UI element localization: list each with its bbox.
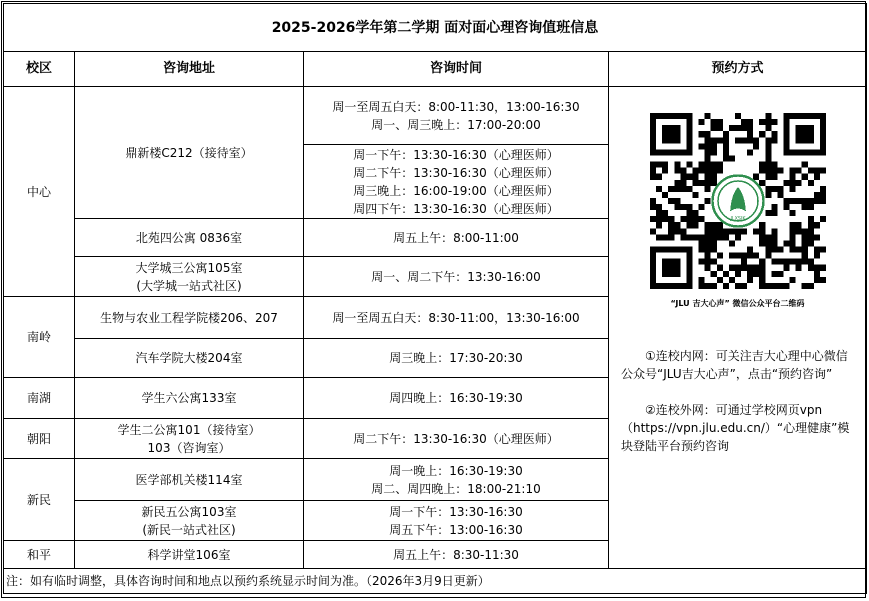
location-cell: 生物与农业工程学院楼206、207 xyxy=(75,297,304,339)
location-cell xyxy=(75,87,304,219)
location-line: (新民一站式社区) xyxy=(142,522,236,537)
campus-cell: 中心 xyxy=(4,87,75,297)
time-cell xyxy=(304,145,609,219)
location-cell xyxy=(75,501,304,541)
header-time: 咨询时间 xyxy=(304,52,609,87)
location-line: 新民五公寓103室 xyxy=(141,504,237,519)
location-line: 学生二公寓101（接待室） xyxy=(117,422,261,437)
time-line: 周一晚上：16:30-19:30 xyxy=(389,463,523,478)
booking-cell xyxy=(609,87,867,569)
table-row xyxy=(4,87,867,145)
campus-cell: 和平 xyxy=(4,541,75,569)
time-cell xyxy=(304,501,609,541)
time-cell: 周一至周五白天：8:30-11:00，13:30-16:00 xyxy=(304,297,609,339)
location-cell: 科学讲堂106室 xyxy=(75,541,304,569)
qr-logo-text xyxy=(729,216,746,222)
location-cell xyxy=(75,419,304,459)
time-line: 周三晚上：16:00-19:00（心理医师） xyxy=(353,183,559,198)
time-cell: 周一、周二下午：13:30-16:00 xyxy=(304,257,609,297)
campus-cell: 新民 xyxy=(4,459,75,541)
campus-cell: 南岭 xyxy=(4,297,75,378)
qr-logo-icon xyxy=(712,176,763,227)
location-line: 103（咨询室） xyxy=(147,440,231,455)
location-cell: 医学部机关楼114室 xyxy=(75,459,304,501)
time-line: 周五下午：13:00-16:30 xyxy=(389,522,523,537)
location-line: 鼎新楼C212（接待室） xyxy=(125,145,253,160)
location-line: (大学城一站式社区) xyxy=(136,278,242,293)
booking-extranet: ②连校外网：可通过学校网页vpn（https://vpn.jlu.edu.cn/）“心理健康”模块登陆平台预约咨询 xyxy=(621,403,850,453)
header-booking: 预约方式 xyxy=(609,52,867,87)
header-location: 咨询地址 xyxy=(75,52,304,87)
time-line: 周一至周五白天：8:00-11:30，13:00-16:30 xyxy=(332,99,580,114)
time-cell: 周五上午：8:00-11:00 xyxy=(304,219,609,257)
time-cell: 周二下午：13:30-16:30（心理医师） xyxy=(304,419,609,459)
time-line: 周四下午：13:30-16:30（心理医师） xyxy=(353,201,559,216)
time-line: 周一下午：13:30-16:30 xyxy=(389,504,523,519)
time-line: 周一下午：13:30-16:30（心理医师） xyxy=(353,147,559,162)
time-cell xyxy=(304,87,609,145)
location-line: 大学城三公寓105室 xyxy=(135,260,243,275)
footnote: 注：如有临时调整，具体咨询时间和地点以预约系统显示时间为准。（2026年3月9日更新） xyxy=(4,569,867,594)
location-cell: 学生六公寓133室 xyxy=(75,378,304,419)
time-cell: 周四晚上：16:30-19:30 xyxy=(304,378,609,419)
campus-cell: 南湖 xyxy=(4,378,75,419)
time-line: 周二下午：13:30-16:30（心理医师） xyxy=(353,165,559,180)
time-cell xyxy=(304,459,609,501)
header-campus: 校区 xyxy=(4,52,75,87)
schedule-table xyxy=(3,3,867,594)
location-cell: 北苑四公寓 0836室 xyxy=(75,219,304,257)
time-line: 周二、周四晚上：18:00-21:10 xyxy=(371,481,541,496)
time-line: 周一、周三晚上：17:00-20:00 xyxy=(371,117,541,132)
time-cell: 周三晚上：17:30-20:30 xyxy=(304,339,609,378)
booking-intranet: ①连校内网：可关注吉大心理中心微信公众号“JLU吉大心声”，点击“预约咨询” xyxy=(621,349,848,381)
qr-code xyxy=(650,113,826,289)
campus-cell: 朝阳 xyxy=(4,419,75,459)
time-cell: 周五上午：8:30-11:30 xyxy=(304,541,609,569)
location-cell: 汽车学院大楼204室 xyxy=(75,339,304,378)
table-title: 2025-2026学年第二学期 面对面心理咨询值班信息 xyxy=(4,4,867,52)
qr-caption: “JLU 吉大心声” 微信公众平台二维码 xyxy=(670,299,805,308)
location-cell xyxy=(75,257,304,297)
